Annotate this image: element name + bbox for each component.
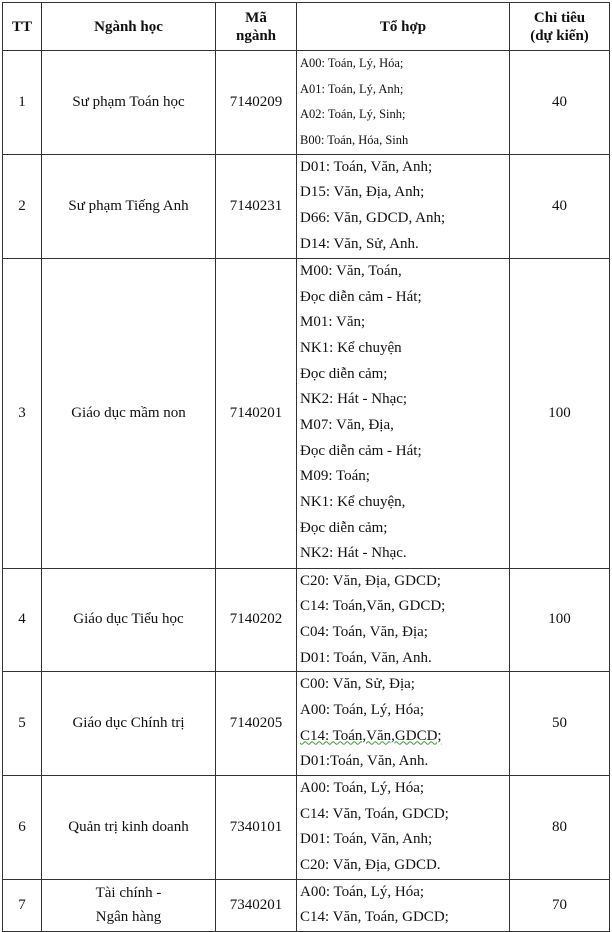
quota: 80: [510, 776, 610, 880]
combo-line: C20: Văn, Địa, GDCD;: [300, 572, 441, 589]
combo-cell: [297, 154, 510, 258]
combo-line: D01: Toán, Văn, Anh;: [300, 831, 433, 848]
combo-line: NK2: Hát - Nhạc;: [300, 391, 408, 408]
row-number: 1: [3, 51, 42, 155]
combo-line: D14: Văn, Sử, Anh.: [300, 235, 419, 252]
major-name: Giáo dục Tiểu học: [42, 568, 216, 672]
combo-line: Đọc diễn cảm - Hát;: [300, 442, 422, 459]
header-quota: Chỉ tiêu (dự kiến): [510, 3, 610, 51]
major-code: 7140205: [216, 672, 297, 776]
combo-line: D15: Văn, Địa, Anh;: [300, 184, 425, 201]
header-row: [3, 3, 610, 51]
header-code: Mã ngành: [216, 3, 297, 51]
table-row: [3, 51, 610, 155]
header-major: Ngành học: [42, 3, 216, 51]
row-number: 4: [3, 568, 42, 672]
major-name: Quản trị kinh doanh: [42, 776, 216, 880]
combo-line: A02: Toán, Lý, Sinh;: [300, 107, 406, 122]
combo-cell: [297, 568, 510, 672]
combo-line: M01: Văn;: [300, 314, 366, 331]
combo-line: A00: Toán, Lý, Hóa;: [300, 883, 425, 900]
combo-line: C14: Văn, Toán, GDCD;: [300, 909, 449, 926]
major-code: 7140231: [216, 154, 297, 258]
combo-line: Đọc diễn cảm;: [300, 519, 388, 536]
quota: 70: [510, 879, 610, 931]
combo-line: C20: Văn, Địa, GDCD.: [300, 857, 441, 874]
quota: 40: [510, 51, 610, 155]
combo-line: D66: Văn, GDCD, Anh;: [300, 210, 446, 227]
row-number: 6: [3, 776, 42, 880]
combo-line: C14: Văn, Toán, GDCD;: [300, 805, 449, 822]
combo-line: Đọc diễn cảm;: [300, 365, 388, 382]
combo-line: M00: Văn, Toán,: [300, 262, 402, 279]
combo-line: A00: Toán, Lý, Hóa;: [300, 780, 425, 796]
header-combo: Tổ hợp: [297, 3, 510, 51]
combo-line: M07: Văn, Địa,: [300, 417, 394, 433]
major-code: 7140202: [216, 568, 297, 672]
table-row: [3, 672, 610, 776]
combo-cell: [297, 776, 510, 880]
major-name: Sư phạm Toán học: [42, 51, 216, 155]
combo-line: C14: Toán,Văn,GDCD;: [300, 727, 442, 744]
combo-line: C04: Toán, Văn, Địa;: [300, 623, 428, 640]
table-row: [3, 879, 610, 931]
table-row: [3, 776, 610, 880]
combo-line: NK2: Hát - Nhạc.: [300, 545, 407, 562]
admission-table: [2, 2, 610, 932]
row-number: 3: [3, 258, 42, 568]
combo-cell: [297, 879, 510, 931]
combo-line: A01: Toán, Lý, Anh;: [300, 81, 404, 96]
quota: 100: [510, 568, 610, 672]
combo-line: B00: Toán, Hóa, Sinh: [300, 133, 409, 148]
combo-line: M09: Toán;: [300, 468, 370, 485]
major-code: 7340101: [216, 776, 297, 880]
combo-line: D01: Toán, Văn, Anh.: [300, 649, 432, 666]
row-number: 5: [3, 672, 42, 776]
combo-cell: [297, 672, 510, 776]
quota: 100: [510, 258, 610, 568]
major-code: 7140209: [216, 51, 297, 155]
combo-line: NK1: Kể chuyện,: [300, 494, 406, 511]
quota: 40: [510, 154, 610, 258]
major-name: Tài chính - Ngân hàng: [42, 879, 216, 931]
major-name: Sư phạm Tiếng Anh: [42, 154, 216, 258]
combo-cell: [297, 51, 510, 155]
combo-line: A00: Toán, Lý, Hóa;: [300, 701, 425, 718]
row-number: 7: [3, 879, 42, 931]
major-name: Giáo dục Chính trị: [42, 672, 216, 776]
combo-line: NK1: Kể chuyện: [300, 339, 402, 356]
table-row: [3, 258, 610, 568]
table-row: [3, 568, 610, 672]
combo-line: Đọc diễn cảm - Hát;: [300, 288, 422, 305]
combo-line: A00: Toán, Lý, Hóa;: [300, 56, 404, 70]
combo-line: D01:Toán, Văn, Anh.: [300, 753, 429, 770]
row-number: 2: [3, 154, 42, 258]
table-row: [3, 154, 610, 258]
header-tt: TT: [3, 3, 42, 51]
combo-line: D01: Toán, Văn, Anh;: [300, 158, 433, 175]
combo-cell: [297, 258, 510, 568]
major-name: Giáo dục mầm non: [42, 258, 216, 568]
combo-line: C00: Văn, Sử, Địa;: [300, 676, 415, 693]
major-code: 7340201: [216, 879, 297, 931]
major-code: 7140201: [216, 258, 297, 568]
quota: 50: [510, 672, 610, 776]
combo-line: C14: Toán,Văn, GDCD;: [300, 598, 446, 615]
